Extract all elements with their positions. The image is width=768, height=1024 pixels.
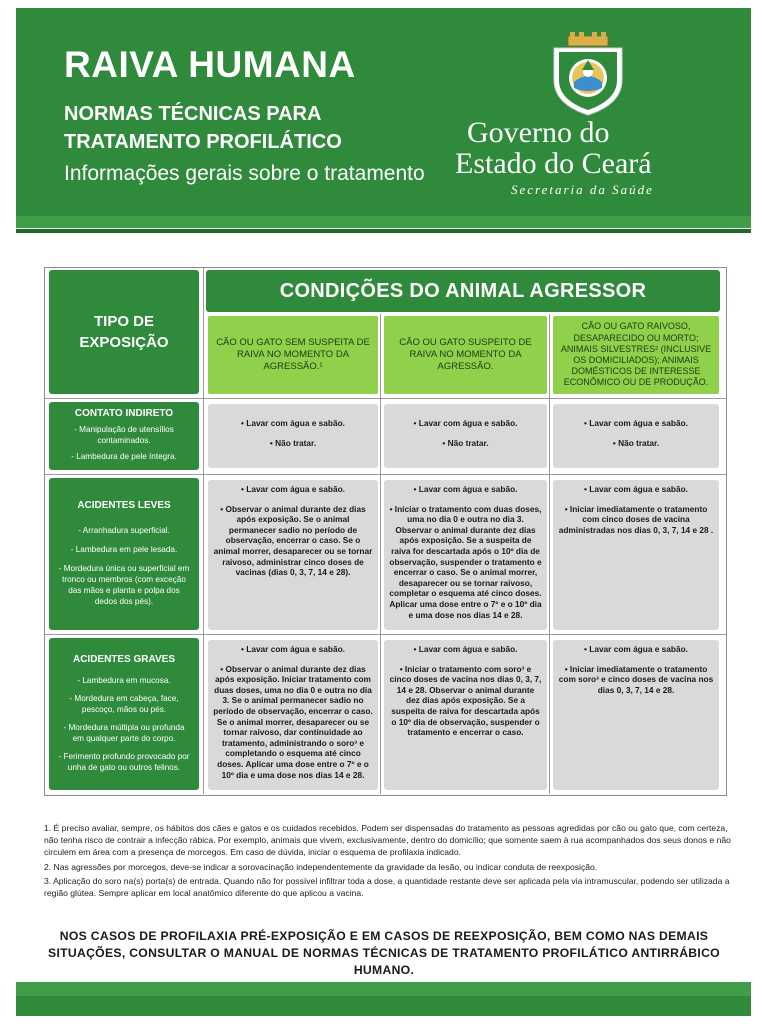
row-title: ACIDENTES GRAVES	[72, 654, 176, 665]
table-divider	[45, 634, 726, 635]
cell-text: • Lavar com água e sabão.	[584, 418, 688, 428]
table-divider	[380, 314, 381, 794]
cell-text: • Lavar com água e sabão.	[584, 644, 688, 654]
row-title: CONTATO INDIRETO	[74, 408, 174, 419]
column-header: CÃO OU GATO SEM SUSPEITA DE RAIVA NO MOMENTO DA AGRESSÃO.¹	[208, 316, 378, 394]
cell-text: • Lavar com água e sabão.	[241, 644, 345, 654]
table-cell	[384, 480, 547, 630]
row-item: - Mordedura única ou superficial em tronco ou membros (com exceção das mãos e planta e polpa dos dedos dos pés).	[58, 564, 190, 606]
table-divider	[549, 314, 550, 794]
government-line-2: Estado do Ceará	[455, 147, 652, 180]
footnote: 1. É preciso avaliar, sempre, os hábitos dos cães e gatos e os cuidados recebidos. Podem ser dispensadas do tratamento as pessoas agredidas por cão ou gato que, com certeza, não tenha risco de contrair a infecção rábica. Por exemplo, animais que vivem, exclusivamente, dentro do domicílio; que somente saem à rua acompanhados dos seus donos e não circulem em área com a presença de morcegos. Em caso de dúvida, iniciar o esquema de profilaxia indicado.	[44, 823, 731, 858]
footnote: 3. Aplicação do soro na(s) porta(s) de entrada. Quando não for possível infiltrar toda a dose, a quantidade restante deve ser aplicada pela via intramuscular, podendo ser utilizada a região glútea. Sempre aplicar em local anatômico diferente do que aplicou a vacina.	[44, 875, 730, 899]
subtitle-line-2: TRATAMENTO PROFILÁTICO	[64, 131, 342, 153]
table-divider	[45, 474, 726, 475]
subtitle-line-1: NORMAS TÉCNICAS PARA	[64, 103, 322, 125]
table-cell	[384, 640, 547, 790]
row-item: - Lambedura em mucosa.	[77, 676, 171, 685]
header-stripe-dark	[16, 229, 751, 233]
footer-band	[16, 996, 751, 1016]
row-item: - Mordedura múltipla ou profunda em qualquer parte do corpo.	[63, 723, 185, 743]
table-cell	[553, 404, 719, 468]
cell-text: • Iniciar imediatamente o tratamento com soro³ e cinco doses de vacina nos dias 0, 3, 7, 14 e 28.	[558, 663, 714, 695]
cell-text: • Não tratar.	[442, 437, 489, 448]
cell-text: • Lavar com água e sabão.	[584, 484, 688, 494]
row-item: - Mordedura em cabeça, face, pescoço, mãos ou pés.	[69, 694, 179, 714]
header-stripe	[16, 216, 751, 228]
table-cell	[384, 404, 547, 468]
state-seal-icon	[548, 32, 628, 116]
page-info: Informações gerais sobre o tratamento	[64, 162, 425, 185]
row-header	[49, 478, 199, 630]
row-item: - Lambedura em pele lesada.	[70, 545, 178, 554]
row-item: - Arranhadura superficial.	[78, 526, 170, 535]
cell-text: • Não tratar.	[612, 437, 660, 448]
exposure-header: TIPO DE EXPOSIÇÃO	[49, 270, 199, 394]
column-header: CÃO OU GATO SUSPEITO DE RAIVA NO MOMENTO DA AGRESSÃO.	[384, 316, 547, 394]
table-cell	[208, 480, 378, 630]
footnotes	[44, 822, 734, 901]
cell-text: • Lavar com água e sabão.	[413, 644, 518, 654]
row-title: ACIDENTES LEVES	[77, 500, 171, 511]
row-header	[49, 402, 199, 470]
table-divider	[203, 268, 204, 794]
cell-text: • Iniciar o tratamento com soro³ e cinco doses de vacina nos dias 0, 3, 7, 14 e 28. Observar o animal durante dez dias após exposição. Se a suspeita de raiva for descartada após o 10º dia de observação, suspender o tratamento e encerrar o caso.	[389, 663, 542, 738]
row-item: - Manipulação de utensílios contaminados.	[74, 425, 174, 445]
table-cell	[208, 640, 378, 790]
government-line-3: Secretaria da Saúde	[511, 182, 654, 197]
cell-text: • Lavar com água e sabão.	[241, 484, 345, 494]
cell-text: • Lavar com água e sabão.	[241, 418, 345, 428]
cell-text: • Não tratar.	[269, 437, 317, 448]
cell-text: • Observar o animal durante dez dias após exposição. Iniciar tratamento com duas doses, uma no dia 0 e outra no dia 3. Se o animal permanecer sadio no período de observação, encerrar o caso. Se o animal morrer, desaparecer ou se tornar raivoso, dar continuidade ao tratamento, administrando o soro³ e completando o esquema até cinco doses. Aplicar uma dose entre o 7º e o 10º dia e uma dose nos dias 14 e 28.	[213, 663, 373, 780]
cell-text: • Iniciar o tratamento com duas doses, uma no dia 0 e outra no dia 3. Observar o animal durante dez dias após exposição. Se a suspeita de raiva for descartada após o 10º dia de observação, suspender o tratamento e encerrar o caso. Se o animal morrer, desaparecer ou se tornar raivoso, completar o esquema até cinco doses. Aplicar uma dose entre o 7º e o 10º dia e uma dose nos dias 14 e 28.	[389, 503, 542, 620]
table-divider	[45, 398, 726, 399]
footnote: 2. Nas agressões por morcegos, deve-se indicar a sorovacinação independentemente da gravidade da lesão, ou indicar conduta de reexposição.	[44, 861, 598, 872]
page-subtitle	[64, 100, 404, 156]
cell-text: • Lavar com água e sabão.	[413, 484, 518, 494]
government-line-1: Governo do	[467, 116, 610, 149]
cell-text: • Observar o animal durante dez dias após exposição. Se o animal permanecer sadio no período de observação, encerrar o caso. Se o animal morrer, desaparecer ou se tornar raivoso, administrar cinco doses de vacinas (dias 0, 3, 7, 14 e 28).	[213, 503, 373, 578]
table-cell	[553, 640, 719, 790]
conditions-title: CONDIÇÕES DO ANIMAL AGRESSOR	[206, 270, 720, 312]
footer-stripe	[16, 982, 751, 996]
final-note: NOS CASOS DE PROFILAXIA PRÉ-EXPOSIÇÃO E EM CASOS DE REEXPOSIÇÃO, BEM COMO NAS DEMAIS SITUAÇÕES, CONSULTAR O MANUAL DE NORMAS TÉCNICAS DE TRATAMENTO PROFILÁTICO ANTIRRÁBICO HUMANO.	[48, 929, 720, 977]
row-header	[49, 638, 199, 790]
row-item: - Ferimento profundo provocado por unha de gato ou outros felinos.	[58, 752, 190, 772]
row-item: - Lambedura de pele íntegra.	[71, 452, 177, 461]
column-header: CÃO OU GATO RAIVOSO, DESAPARECIDO OU MORTO; ANIMAIS SILVESTRES² (INCLUSIVE OS DOMICILIADOS); ANIMAIS DOMÉSTICOS DE INTERESSE ECONÔMICO OU DE PRODUÇÃO.	[553, 316, 719, 394]
table-cell	[208, 404, 378, 468]
cell-text: • Iniciar imediatamente o tratamento com cinco doses de vacina administradas nos dias 0, 3, 7, 14 e 28 .	[558, 503, 714, 535]
cell-text: • Lavar com água e sabão.	[413, 418, 518, 428]
government-logo	[455, 118, 745, 198]
table-cell	[553, 480, 719, 630]
page-title: RAIVA HUMANA	[64, 44, 356, 85]
